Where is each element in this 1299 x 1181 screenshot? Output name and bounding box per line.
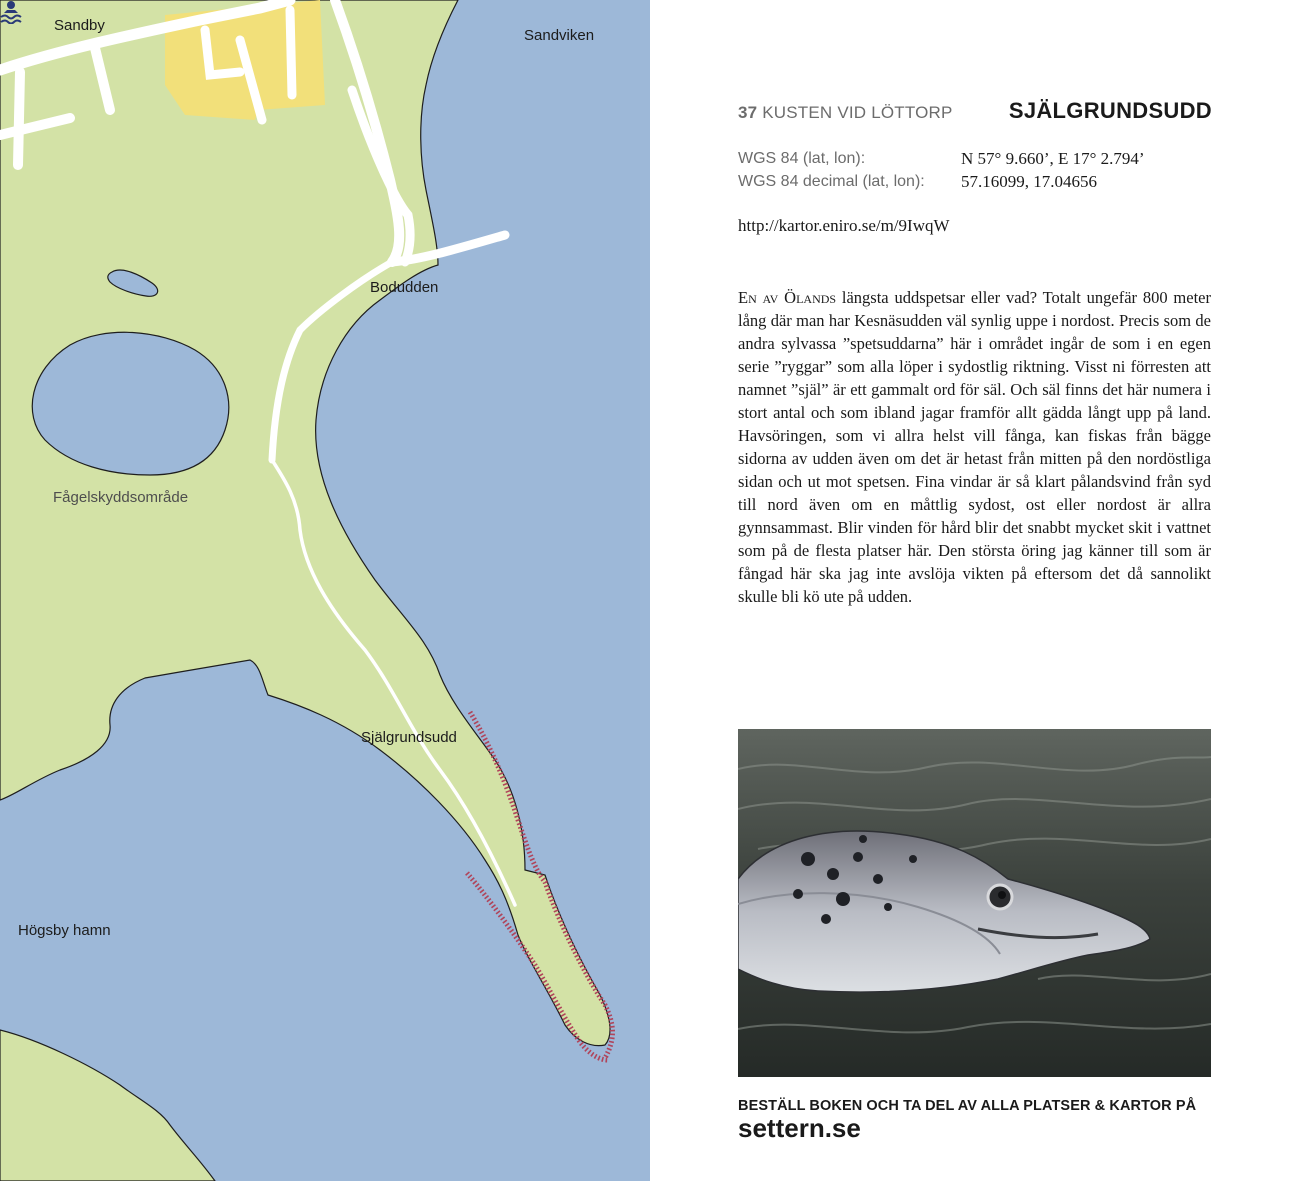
map-label-sandviken: Sandviken [524, 27, 595, 44]
lake [32, 332, 228, 475]
map-label-fagelskyddsomrade: Fågelskyddsområde [53, 489, 189, 506]
description-text: längsta uddspetsar eller vad? Totalt ungefär 800 meter lång där man har Kesnäsudden väl synlig uppe i nordost. Precis som de andra sylvassa ”spetsuddarna” här i området ingår de som i en egen serie ”ryggar” som alla löper i sydostlig riktning. Visst ni förresten att namnet ”själ” är ett gammalt ord för säl. Och säl finns det här numera i stort antal och som ibland jagar framför allt gädda långt upp på land. Havsöringen, som vi allra helst vill fånga, kan fiskas från bägge sidorna av udden även om det är hetast från mitten på den nordöstliga sidan och ut mot spetsen. Fina vindar är så klart pålandsvind från syd till nord även om en måttlig sydost, ost eller nordost är allra gynnsammast. Blir vinden för hård blir det snabbt mycket skit i vattnet som på de flesta platser här. Den största öring jag känner till som är fångad här ska jag inte avslöja vikten på eftersom det då sannolikt skulle bli kö ute på udden. [738, 288, 1211, 606]
place-title: SJÄLGRUNDSUDD [1008, 98, 1212, 123]
description-lead: En av Ölands [738, 288, 837, 307]
land-area-south [0, 1030, 215, 1181]
wgs84-label: WGS 84 (lat, lon): [738, 150, 866, 167]
wgs84-value: N 57° 9.660’, E 17° 2.794’ [961, 149, 1145, 168]
footer-cta: BESTÄLL BOKEN OCH TA DEL AV ALLA PLATSER & KARTOR PÅ [738, 1098, 1197, 1114]
map-label-hogsby-hamn: Högsby hamn [18, 922, 111, 939]
map-link[interactable]: http://kartor.eniro.se/m/9IwqW [738, 216, 950, 235]
section-name: KUSTEN VID LÖTTORP [762, 103, 953, 122]
coord-row-decimal [738, 170, 1212, 193]
swimming-icon[interactable] [0, 0, 22, 24]
info-panel [650, 0, 1299, 1181]
section-kicker [738, 103, 953, 123]
footer-site-link[interactable]: settern.se [738, 1113, 861, 1143]
map-label-sandby: Sandby [54, 17, 105, 34]
land-area [0, 0, 610, 1046]
place-number: 37 [738, 103, 758, 122]
salmon-image [738, 729, 1211, 1077]
map-label-sjalgrundsudd: Själgrundsudd [361, 729, 457, 746]
coordinates [738, 147, 1212, 193]
decimal-label: WGS 84 decimal (lat, lon): [738, 173, 925, 190]
coord-row-wgs84 [738, 147, 1212, 170]
description [738, 286, 1211, 608]
header [738, 98, 1212, 130]
salmon-photo [738, 729, 1211, 1077]
map-label-bodudden: Bodudden [370, 279, 439, 296]
decimal-value: 57.16099, 17.04656 [961, 172, 1097, 191]
